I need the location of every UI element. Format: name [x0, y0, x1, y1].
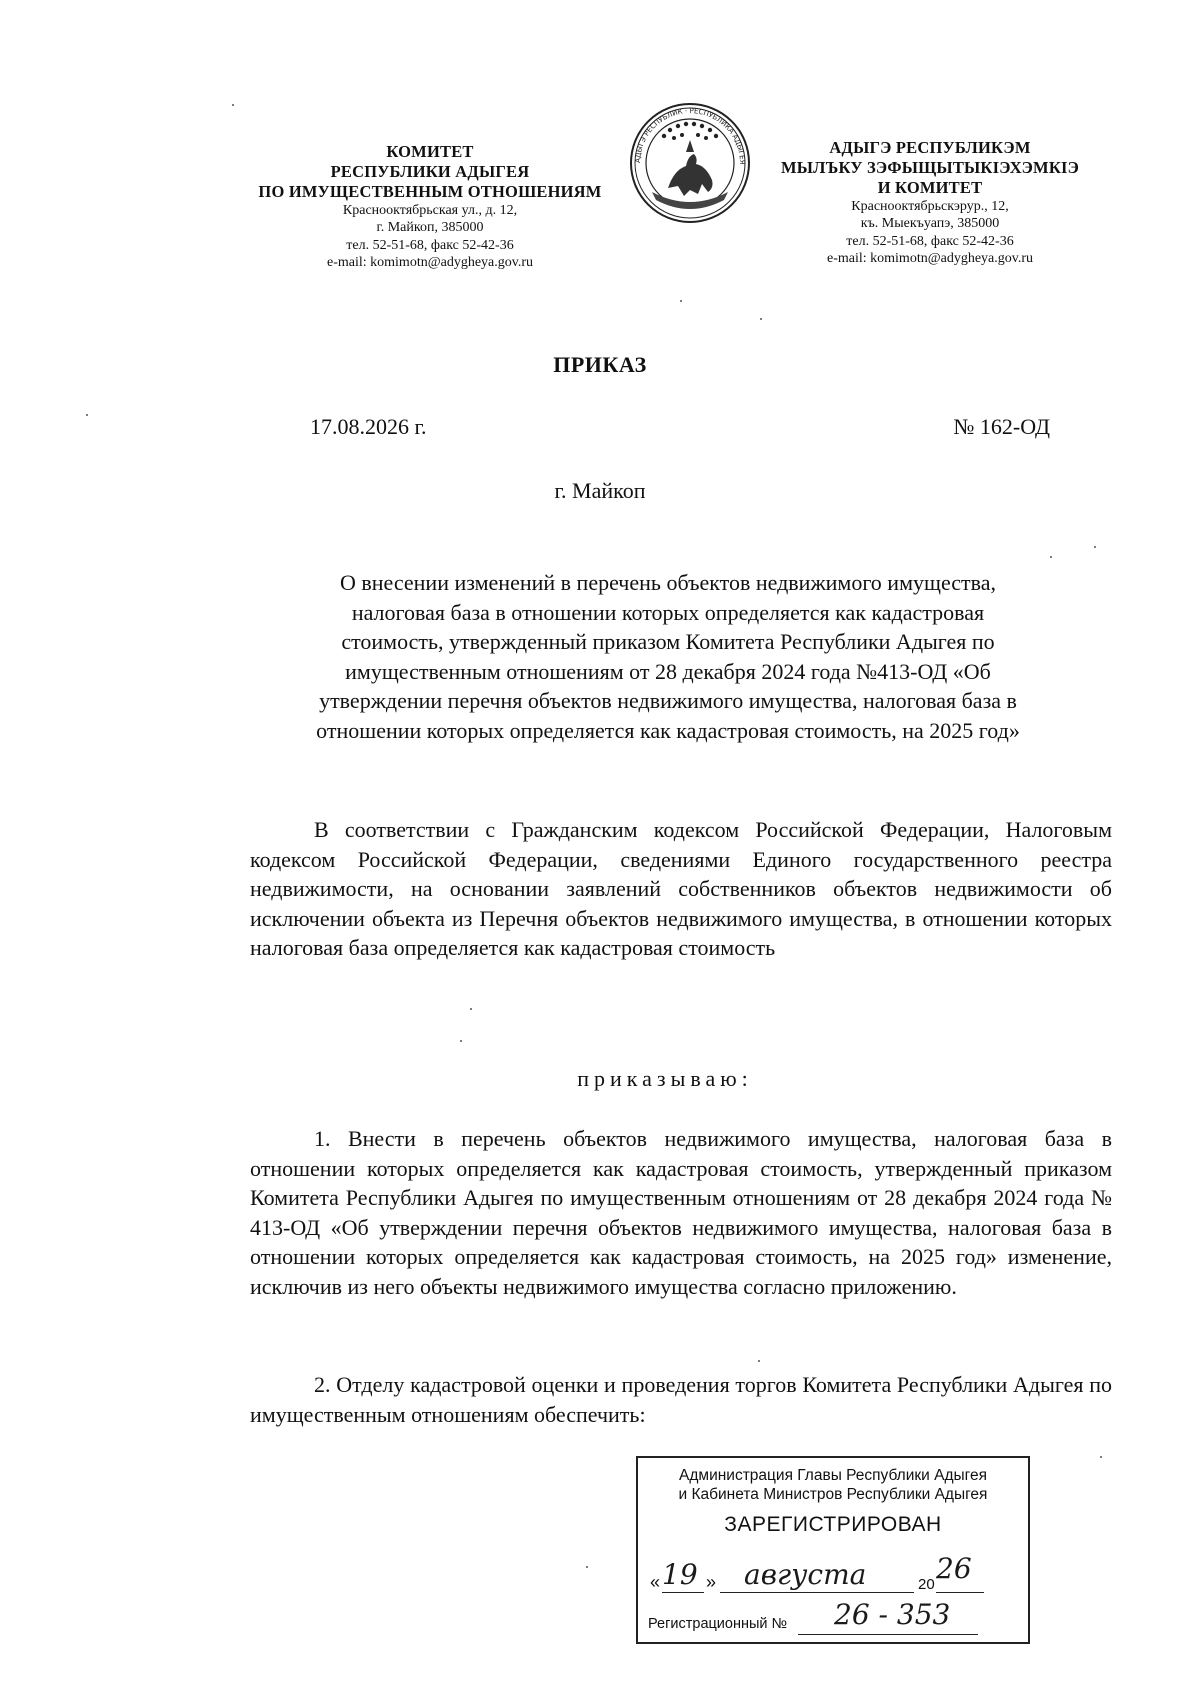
preamble-paragraph: В соответствии с Гражданским кодексом Российской Федерации, Налоговым кодексом Российской Федерации, сведениями Единого государственного реестра недвижимости, на основании заявлений собственников объектов недвижимости об исключении объекта из Перечня объектов недвижимого имущества, в отношении которых налоговая база определяется как кадастровая стоимость — [250, 817, 1112, 960]
order-item-1: 1. Внести в перечень объектов недвижимого имущества, налоговая база в отношении которых определяется как кадастровая стоимость, утвержденный приказом Комитета Республики Адыгея по имущественным отношениям от 28 декабря 2024 года № 413-ОД «Об утверждении перечня объектов недвижимого имущества, налоговая база в отношении которых определяется как кадастровая стоимость, на 2025 год» изменение, исключив из него объекты недвижимого имущества согласно приложению. — [250, 1126, 1112, 1299]
stamp-date — [646, 1552, 1020, 1598]
address-line: г. Майкоп, 385000 — [376, 220, 484, 236]
republic-coat-of-arms-icon — [628, 100, 752, 226]
document-number: № 162-ОД — [953, 414, 1050, 439]
stamp-authority — [638, 1466, 1028, 1505]
address-line: къ. Мыекъуапэ, 385000 — [860, 216, 1000, 232]
document-city: г. Майкоп — [554, 478, 646, 503]
org-name-line: ПО ИМУЩЕСТВЕННЫМ ОТНОШЕНИЯМ — [258, 182, 602, 202]
phone-line: тел. 52-51-68, факс 52-42-36 — [346, 237, 514, 253]
address-line: Краснооктябрьскэрур., 12, — [851, 199, 1009, 215]
stamp-year-prefix: 20 — [918, 1576, 935, 1593]
quote-close: » — [706, 1572, 717, 1592]
document-title: ПРИКАЗ — [553, 352, 647, 377]
subject-line: утверждении перечня объектов недвижимого имущества, налоговая база в — [319, 688, 1017, 713]
header-right — [760, 138, 1100, 267]
address-line: Краснооктябрьская ул., д. 12, — [342, 203, 518, 219]
header-left — [240, 142, 620, 271]
document-date: 17.08.2026 г. — [310, 414, 427, 439]
order-word: приказываю: — [577, 1066, 753, 1091]
registration-stamp — [636, 1456, 1030, 1644]
stamp-year-suffix: 26 — [936, 1552, 972, 1585]
stamp-reg-label: Регистрационный № — [648, 1616, 788, 1632]
document-subject — [248, 568, 1088, 745]
subject-line: отношении которых определяется как кадастровая стоимость, на 2025 год» — [316, 717, 1020, 743]
org-name-line: АДЫГЭ РЕСПУБЛИКЭМ — [829, 138, 1031, 157]
emblem-ring-text: АДЫГЭ РЕСПУБЛИК · РЕСПУБЛИКА АДЫГЕЯ — [633, 106, 747, 165]
stamp-reg-number: 26 - 353 — [834, 1598, 951, 1631]
stamp-authority-line: и Кабинета Министров Республики Адыгея — [678, 1486, 988, 1504]
org-name-line: КОМИТЕТ — [386, 142, 474, 161]
svg-text:АДЫГЭ РЕСПУБЛИК · РЕСПУБЛИКА А — [634, 107, 746, 165]
org-name-line: МЫЛЪКУ ЗЭФЫЩЫТЫКІЭХЭМКІЭ — [780, 158, 1080, 178]
subject-line: О внесении изменений в перечень объектов недвижимого имущества, — [339, 570, 996, 595]
quote-open: « — [650, 1572, 661, 1592]
subject-line: имущественным отношениям от 28 декабря 2024 года №413-ОД «Об — [345, 658, 991, 684]
org-name-line: РЕСПУБЛИКИ АДЫГЕЯ — [330, 162, 530, 182]
phone-line: тел. 52-51-68, факс 52-42-36 — [846, 233, 1014, 249]
subject-line: стоимость, утвержденный приказом Комитета Республики Адыгея по — [341, 629, 995, 654]
subject-line: налоговая база в отношении которых определяется как кадастровая — [351, 599, 985, 625]
stamp-authority-line: Администрация Главы Республики Адыгея — [679, 1467, 987, 1484]
email-line: e-mail: komimotn@adygheya.gov.ru — [327, 254, 533, 270]
org-name-line: И КОМИТЕТ — [877, 178, 983, 198]
stamp-day: 19 — [662, 1558, 698, 1591]
order-item-2: 2. Отделу кадастровой оценки и проведения торгов Комитета Республики Адыгея по имущественным отношениям обеспечить: — [250, 1372, 1112, 1427]
stamp-status: ЗАРЕГИСТРИРОВАН — [724, 1512, 942, 1536]
stamp-month: августа — [744, 1558, 867, 1591]
email-line: e-mail: komimotn@adygheya.gov.ru — [827, 250, 1033, 266]
